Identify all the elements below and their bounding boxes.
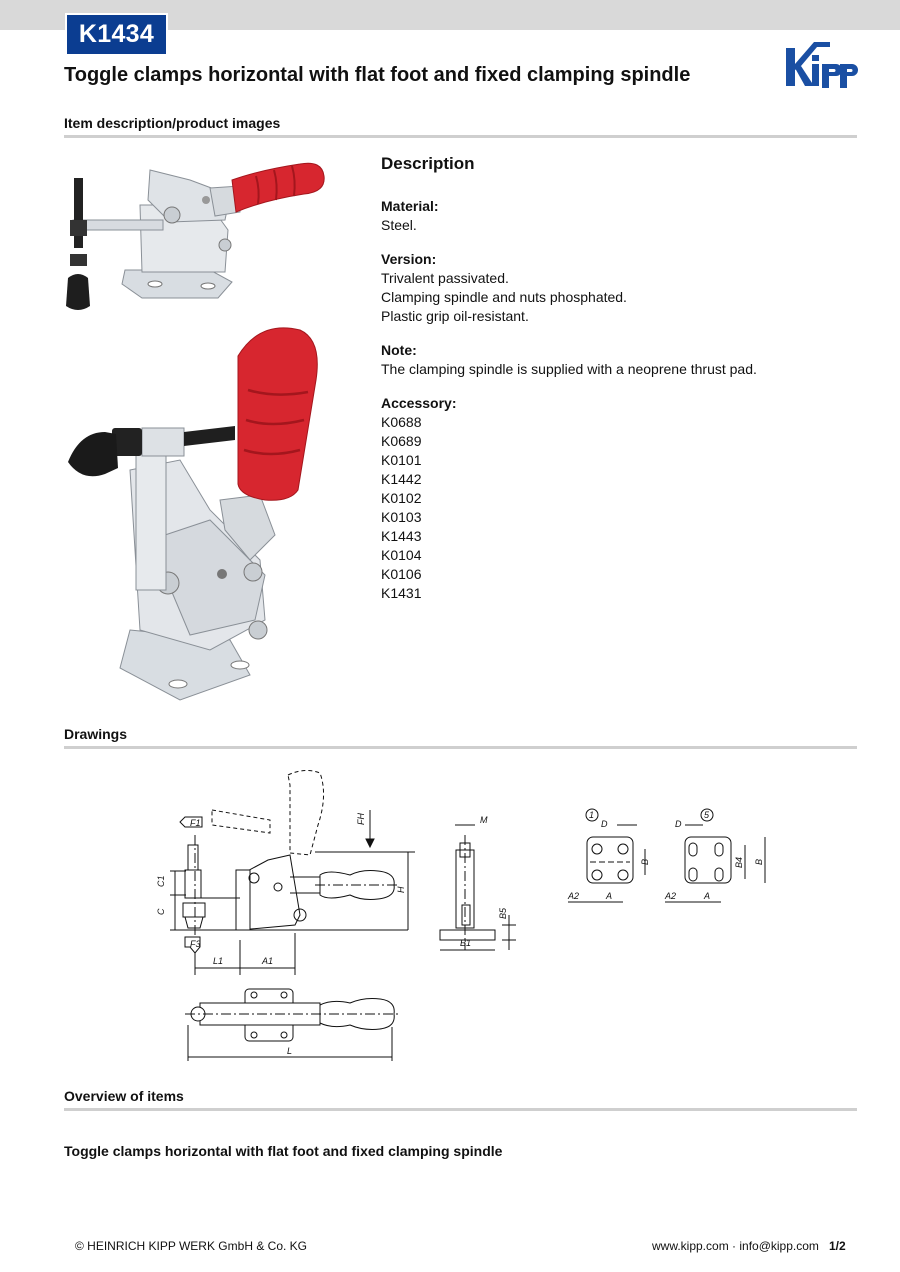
accessory-label: Accessory:: [381, 395, 457, 411]
label-a: A: [704, 891, 711, 901]
section-divider: [64, 746, 857, 749]
section-heading-drawings: Drawings: [64, 726, 128, 742]
label-b1: B1: [460, 938, 472, 948]
overview-title: Toggle clamps horizontal with flat foot and fixed clamping spindle: [64, 1143, 503, 1159]
accessory-item: K0103: [381, 509, 422, 525]
kipp-logo: [784, 38, 858, 92]
accessory-item: K1443: [381, 528, 422, 544]
product-image-side-view: [60, 150, 330, 320]
label-a1: A1: [262, 956, 274, 966]
material-value: Steel.: [381, 217, 417, 233]
label-variant-5: 5: [704, 810, 710, 820]
description-heading: Description: [381, 154, 475, 173]
version-block: [381, 250, 851, 326]
note-label: Note:: [381, 342, 417, 358]
footer-copyright: © HEINRICH KIPP WERK GmbH & Co. KG: [75, 1239, 307, 1253]
version-line: Clamping spindle and nuts phosphated.: [381, 289, 627, 305]
label-b: B: [640, 858, 650, 865]
accessory-item: K1442: [381, 471, 422, 487]
label-h: H: [396, 886, 406, 893]
label-l: L: [287, 1046, 293, 1056]
note-value: The clamping spindle is supplied with a neoprene thrust pad.: [381, 361, 757, 377]
version-label: Version:: [381, 251, 437, 267]
label-f3: F3: [190, 939, 201, 949]
page-title: Toggle clamps horizontal with flat foot and fixed clamping spindle: [64, 64, 691, 86]
label-b5: B5: [498, 907, 508, 919]
label-c1: C1: [156, 875, 166, 887]
note-block: [381, 341, 851, 379]
description-panel: [381, 153, 851, 618]
item-code-badge: K1434: [65, 13, 168, 56]
accessory-item: K0102: [381, 490, 422, 506]
label-l1: L1: [213, 956, 224, 966]
page-number: 1/2: [829, 1239, 846, 1253]
label-a2: A2: [665, 891, 677, 901]
label-d: D: [675, 819, 682, 829]
label-m: M: [480, 815, 488, 825]
section-divider: [64, 135, 857, 138]
accessory-item: K0688: [381, 414, 422, 430]
accessory-item: K0101: [381, 452, 422, 468]
label-fh: FH: [356, 813, 366, 825]
version-line: Plastic grip oil-resistant.: [381, 308, 529, 324]
label-f1: F1: [190, 818, 201, 828]
material-label: Material:: [381, 198, 439, 214]
label-c: C: [156, 908, 166, 915]
material-block: [381, 197, 851, 235]
technical-drawing: [150, 765, 790, 1065]
footer-contact-link[interactable]: www.kipp.com · info@kipp.com: [652, 1239, 819, 1253]
section-heading-images: Item description/product images: [64, 115, 281, 131]
label-b: B: [754, 858, 764, 865]
label-d: D: [601, 819, 608, 829]
accessory-item: K0106: [381, 566, 422, 582]
accessory-block: [381, 394, 851, 603]
label-a2: A2: [568, 891, 580, 901]
accessory-item: K1431: [381, 585, 422, 601]
version-line: Trivalent passivated.: [381, 270, 509, 286]
label-a: A: [606, 891, 613, 901]
label-b4: B4: [734, 856, 744, 868]
section-heading-overview: Overview of items: [64, 1088, 184, 1104]
accessory-item: K0689: [381, 433, 422, 449]
product-image-front-view: [60, 320, 340, 710]
label-variant-1: 1: [589, 810, 595, 820]
section-divider: [64, 1108, 857, 1111]
accessory-item: K0104: [381, 547, 422, 563]
